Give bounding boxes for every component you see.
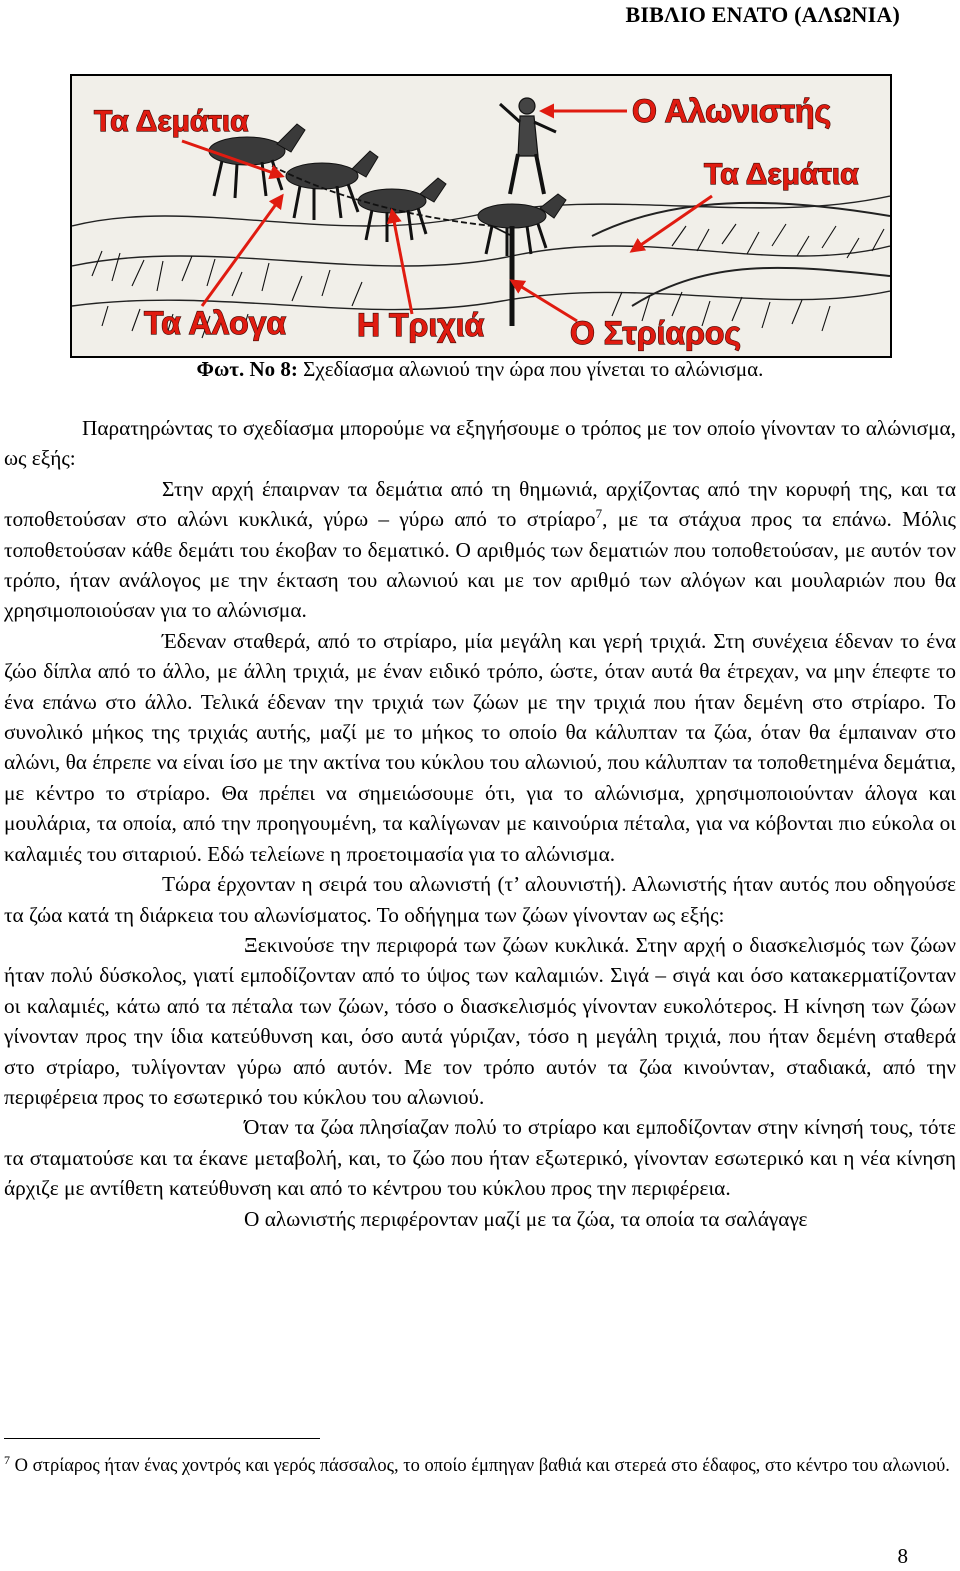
label-horses: Τα Αλογα — [144, 305, 287, 341]
paragraph: Έδεναν σταθερά, από το στρίαρο, μία μεγάλη και γερή τριχιά. Στη συνέχεια έδεναν το ένα ζώο δίπλα από το άλλο, με άλλη τριχιά, με έναν ειδικό τρόπο, ώστε, όταν αυτά θα έτρεχαν, να μην έπεφτε το ένα επάνω στο άλλο. Τελικά έδεναν την τριχιά των ζώων με την τριχιά που ήταν δεμένη στο στρίαρο. Το συνολικό μήκος της τριχιάς αυτής, μαζί με το μήκος το οποίο θα κάλυπταν τα ζώα, όταν θα έμπαιναν στο αλώνι, θα έπρεπε να είναι ίσο με την ακτίνα του κύκλου του αλωνιού, που κάλυπταν τα τοποθετημένα δεμάτια, με κέντρο το στρίαρο. Θα πρέπει να σημειώσουμε ότι, για το αλώνισμα, χρησιμοποιούνταν άλογα και μουλάρια, τα οποία, από την προηγουμένη, τα καλίγωναν με καινούρια πέταλα, για να κόβονται πιο εύκολα οι καλαμιές του σιταριού. Εδώ τελείωνε η προετοιμασία για το αλώνισμα. — [4, 628, 956, 866]
paragraph: Ξεκινούσε την περιφορά των ζώων κυκλικά. Στην αρχή ο διασκελισμός των ζώων ήταν πολύ δύσκολος, γιατί εμποδίζονταν από το ύψος των καλαμιών. Σιγά – σιγά και όσο κατακερματίζονταν οι καλαμιές, κάτω από τα πέταλα των ζώων, τόσο ο διασκελισμός γίνονταν ευκολότερος. Η κίνηση των ζώων γίνονταν προς την ίδια κατεύθυνση και, όσο αυτά γύριζαν, τόσο η μεγάλη τριχιά, που ήταν δεμένη σταθερά στο στρίαρο, τυλίγονταν γύρω από αυτόν. Με τον τρόπο αυτόν τα ζώα κινούνταν, σταδιακά, από την περιφέρεια προς το εσωτερικό του κύκλου του αλωνιού. — [4, 932, 956, 1109]
paragraph — [4, 474, 956, 626]
paragraph: Όταν τα ζώα πλησίαζαν πολύ το στρίαρο και εμποδίζονταν στην κίνησή τους, τότε τα σταματούσε και τα έκανε μεταβολή, και, το ζώο που ήταν εξωτερικό, γίνονταν εσωτερικό και η νέα κίνηση άρχιζε με αντίθετη κατεύθυνση και από το κέντρου του κύκλου προς την περιφέρεια. — [4, 1115, 956, 1201]
footnote-number: 7 — [4, 1452, 10, 1467]
body-text — [4, 413, 956, 1234]
page-header: ΒΙΒΛΙΟ ΕΝΑΤΟ (ΑΛΩΝΙΑ) — [625, 2, 900, 27]
label-sheaves-right: Τα Δεμάτια — [704, 158, 859, 191]
label-rope: Η Τριχιά — [357, 307, 485, 343]
label-sheaves-left: Τα Δεμάτια — [94, 105, 249, 138]
paragraph: Ο αλωνιστής περιφέρονταν μαζί με τα ζώα, τα οποία τα σαλάγαγε — [244, 1206, 808, 1231]
footnote-divider — [4, 1438, 320, 1439]
paragraph: Τώρα έρχονταν η σειρά του αλωνιστή (τ’ αλουνιστή). Αλωνιστής ήταν αυτός που οδηγούσε τα ζώα κατά τη διάρκεια του αλωνίσματος. Το οδήγημα των ζώων γίνονταν ως εξής: — [4, 872, 956, 927]
page-number: 8 — [897, 1544, 908, 1568]
threshing-sketch-figure — [70, 74, 892, 358]
threshing-sketch — [72, 76, 890, 356]
footnote — [4, 1453, 950, 1479]
caption-prefix: Φωτ. Νο 8: — [196, 357, 298, 381]
paragraph: Παρατηρώντας το σχεδίασμα μπορούμε να εξηγήσουμε ο τρόπος με τον οποίο γίνονταν το αλώνισμα, ως εξής: — [4, 416, 956, 471]
paragraph-text: Στην αρχή έπαιρναν τα δεμάτια από τη θημωνιά, αρχίζοντας από την κορυφή της, και τα τοποθετούσαν στο αλώνι κυκλικά, γύρω – γύρω από το στρίαρο — [4, 476, 956, 532]
label-post: Ο Στρίαρος — [570, 315, 742, 351]
caption-text: Σχεδίασμα αλωνιού την ώρα που γίνεται το αλώνισμα. — [297, 357, 764, 381]
footnote-ref: 7 — [595, 506, 603, 522]
label-thresher: Ο Αλωνιστής — [632, 93, 832, 129]
figure-caption — [0, 357, 960, 382]
footnote-text: Ο στρίαρος ήταν ένας χοντρός και γερός πάσσαλος, το οποίο έμπηγαν βαθιά και στερεά στο έδαφος, στο κέντρο του αλωνιού. — [10, 1456, 950, 1476]
paragraph-text: , με τα στάχυα προς τα επάνω. Μόλις τοποθετούσαν κάθε δεμάτι του έκοβαν το δεματικό. Ο αριθμός των δεματιών που τοποθετούσαν, με αυτόν τον τρόπο, ήταν ανάλογος με την έκταση του αλωνιού και με τον αριθμό των αλόγων και μουλαριών που θα χρησιμοποιούσαν για το αλώνισμα. — [4, 507, 956, 623]
